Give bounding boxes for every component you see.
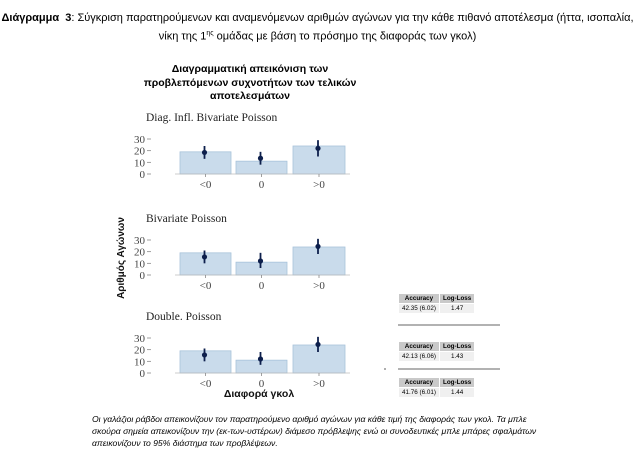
caption-text-2: ομάδας με βάση το πρόσημο της διαφοράς των γκολ) <box>213 30 477 43</box>
y-tick-label: 20 <box>134 145 145 158</box>
y-tick-label: 20 <box>134 344 145 357</box>
caption-sup: ης <box>206 30 214 37</box>
observed-bar <box>180 152 231 174</box>
y-tick-label: 30 <box>134 333 145 345</box>
observed-bar <box>293 345 345 373</box>
x-tick-label: 0 <box>258 179 265 191</box>
chart-title-line-1: Διαγραμματική απεικόνιση των <box>171 63 329 75</box>
metrics-header-logloss: Log-Loss <box>439 342 474 352</box>
panel-title: Bivariate Poisson <box>146 213 227 225</box>
panel-title: Diag. Infl. Bivariate Poisson <box>146 112 278 124</box>
y-tick-label: 30 <box>134 134 145 146</box>
x-tick-label: >0 <box>313 378 325 390</box>
x-tick-label: 0 <box>258 280 265 292</box>
panel-title: Double. Poisson <box>146 311 222 323</box>
metrics-header-logloss: Log-Loss <box>439 294 474 304</box>
prediction-median-point <box>315 342 320 347</box>
chart-title-line-2: προβλεπόμενων συχνοτήτων των τελικών <box>143 76 357 89</box>
prediction-median-point <box>202 254 207 259</box>
figure-footnote: Οι γαλάζιοι ράβδοι απεικονίζουν τον παρατηρούμενο αριθμό αγώνων για κάθε τιμή της διαφοράς των γκολ. Τα μπλε σκούρα σημεία απεικονίζουν την (εκ-των-υστέρων) διάμεσο πρόβλεψης ενώ οι συνοδευτικές μπλε μπάρες σφαλμάτων απεικονίζουν το 95% διάστημα των προβλέψεων. <box>92 414 537 448</box>
prediction-median-point <box>258 258 263 263</box>
metrics-accuracy-value: 41.76 (6.01) <box>399 388 440 398</box>
y-tick-label: 0 <box>139 270 145 282</box>
metrics-table-3 <box>398 377 475 398</box>
caption-text-1: : Σύγκριση παρατηρούμενων και αναμενόμενων αριθμών αγώνων για την κάθε πιθανό αποτέλεσμα (ήττα, ισοπαλία, νίκη της 1 <box>71 12 634 43</box>
y-tick-label: 0 <box>139 169 145 181</box>
observed-bar <box>293 247 345 275</box>
x-tick-label: <0 <box>199 280 212 292</box>
y-tick-label: 10 <box>134 356 145 369</box>
x-tick-label: 0 <box>258 378 265 390</box>
y-tick-label: 30 <box>134 235 145 247</box>
caption-number: 3 <box>65 12 72 24</box>
y-tick-label: 10 <box>134 157 145 170</box>
metrics-table-1 <box>398 293 475 314</box>
prediction-median-point <box>315 146 320 151</box>
metrics-header-accuracy: Accuracy <box>399 378 440 388</box>
metrics-header-logloss: Log-Loss <box>439 378 474 388</box>
prediction-median-point <box>202 150 207 155</box>
observed-bar <box>236 262 287 275</box>
x-axis-label: Διαφορά γκολ <box>223 388 295 400</box>
y-tick-label: 20 <box>134 246 145 259</box>
prediction-median-point <box>315 244 320 249</box>
observed-bar <box>236 161 287 174</box>
x-tick-label: >0 <box>313 179 325 191</box>
prediction-median-point <box>258 356 263 361</box>
metrics-logloss-value: 1.44 <box>439 388 474 398</box>
prediction-median-point <box>202 352 207 357</box>
metrics-logloss-value: 1.43 <box>439 352 474 362</box>
y-tick-label: 10 <box>134 258 145 271</box>
metrics-accuracy-value: 42.13 (6.06) <box>399 352 440 362</box>
prediction-median-point <box>258 156 263 161</box>
x-tick-label: <0 <box>199 179 212 191</box>
metrics-accuracy-value: 42.35 (6.02) <box>399 304 440 314</box>
y-axis-label: Αριθμός Αγώνων <box>116 217 127 299</box>
chart-title-line-3: αποτελεσμάτων <box>210 90 290 102</box>
observed-bar <box>236 360 287 373</box>
metrics-header-accuracy: Accuracy <box>399 342 440 352</box>
x-tick-label: <0 <box>199 378 212 390</box>
caption-label: Διάγραμμα <box>1 12 60 24</box>
y-tick-label: 0 <box>139 368 145 380</box>
x-tick-label: >0 <box>313 280 325 292</box>
metrics-header-accuracy: Accuracy <box>399 294 440 304</box>
metrics-table-2 <box>398 341 475 362</box>
metrics-logloss-value: 1.47 <box>439 304 474 314</box>
